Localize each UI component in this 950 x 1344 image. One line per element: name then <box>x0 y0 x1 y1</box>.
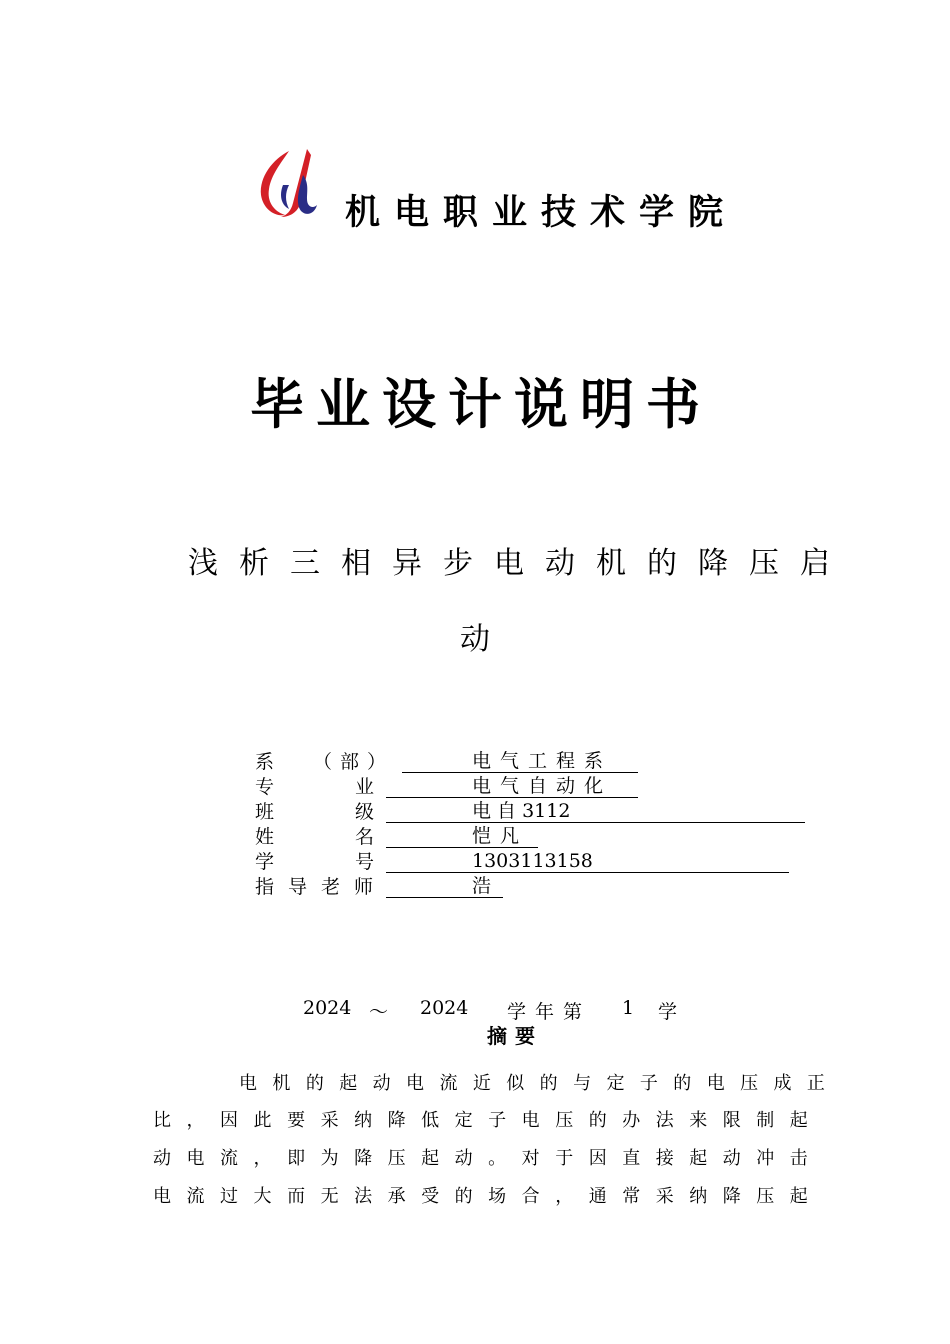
abstract-char: 压 <box>756 1186 775 1207</box>
abstract-char: 常 <box>622 1186 641 1207</box>
thesis-title-line-2: 动 <box>460 622 490 657</box>
abstract-char: 办 <box>622 1110 641 1131</box>
abstract-char: 流 <box>220 1148 239 1169</box>
abstract-char: 因 <box>588 1148 607 1169</box>
advisor-value: 浩 <box>386 875 503 898</box>
abstract-char: 此 <box>253 1110 272 1131</box>
abstract-char: 于 <box>555 1148 574 1169</box>
abstract-char: 的 <box>305 1073 324 1094</box>
abstract-char: 纳 <box>689 1186 708 1207</box>
class-label: 班 级 <box>255 801 375 823</box>
major-label: 专 业 <box>255 776 375 798</box>
abstract-line <box>153 1185 808 1209</box>
abstract-char: 法 <box>354 1186 373 1207</box>
abstract-char: 大 <box>253 1186 272 1207</box>
document-title: 毕业设计说明书 <box>250 373 712 436</box>
abstract-char: 近 <box>472 1073 491 1094</box>
abstract-char: 定 <box>606 1073 625 1094</box>
abstract-char: 子 <box>488 1110 507 1131</box>
abstract-char: 对 <box>521 1148 540 1169</box>
abstract-char: 动 <box>722 1148 741 1169</box>
abstract-char: ， <box>186 1110 205 1131</box>
abstract-char: 压 <box>740 1073 759 1094</box>
abstract-char: 电 <box>153 1186 171 1207</box>
abstract-char: 起 <box>789 1186 808 1207</box>
abstract-char: 比 <box>153 1110 171 1131</box>
name-label: 姓 名 <box>255 826 375 848</box>
abstract-char: 成 <box>773 1073 792 1094</box>
abstract-line <box>239 1072 825 1096</box>
school-name: 机电职业技术学院 <box>345 193 738 233</box>
abstract-char: 起 <box>789 1110 808 1131</box>
abstract-char: 通 <box>588 1186 607 1207</box>
abstract-char: 来 <box>689 1110 708 1131</box>
abstract-char: 降 <box>387 1110 406 1131</box>
abstract-char: 电 <box>521 1110 540 1131</box>
class-value: 电 自 3112 <box>386 800 805 823</box>
abstract-char: 定 <box>454 1110 473 1131</box>
abstract-char: 而 <box>287 1186 306 1207</box>
abstract-char: 制 <box>756 1110 775 1131</box>
abstract-char: 起 <box>689 1148 708 1169</box>
abstract-char: 接 <box>655 1148 674 1169</box>
abstract-char: 起 <box>421 1148 440 1169</box>
school-logo <box>255 145 319 221</box>
abstract-char: 承 <box>387 1186 406 1207</box>
abstract-char: 动 <box>153 1148 171 1169</box>
abstract-char: 击 <box>789 1148 808 1169</box>
abstract-char: 压 <box>387 1148 406 1169</box>
abstract-char: ， <box>555 1186 574 1207</box>
abstract-char: 压 <box>555 1110 574 1131</box>
abstract-char: 纳 <box>354 1110 373 1131</box>
abstract-char: 即 <box>287 1148 306 1169</box>
abstract-char: 的 <box>588 1110 607 1131</box>
abstract-char: 与 <box>573 1073 592 1094</box>
abstract-char: 正 <box>806 1073 825 1094</box>
student-id-value: 1303113158 <box>386 850 789 873</box>
abstract-char: 降 <box>722 1186 741 1207</box>
abstract-char: 的 <box>454 1186 473 1207</box>
department-value: 电气工程系 <box>402 750 638 773</box>
abstract-char: 电 <box>706 1073 725 1094</box>
abstract-line <box>153 1147 808 1171</box>
abstract-char: 采 <box>320 1110 339 1131</box>
abstract-char: 限 <box>722 1110 741 1131</box>
abstract-char: 起 <box>339 1073 358 1094</box>
major-value: 电气自动化 <box>386 775 638 798</box>
abstract-char: 动 <box>372 1073 391 1094</box>
abstract-char: 直 <box>622 1148 641 1169</box>
abstract-char: 合 <box>521 1186 540 1207</box>
abstract-char: 机 <box>272 1073 291 1094</box>
abstract-char: 似 <box>506 1073 525 1094</box>
abstract-char: 电 <box>239 1073 257 1094</box>
abstract-char: 流 <box>439 1073 458 1094</box>
abstract-line <box>153 1109 808 1133</box>
abstract-char: 无 <box>320 1186 339 1207</box>
abstract-char: 为 <box>320 1148 339 1169</box>
abstract-char: 采 <box>655 1186 674 1207</box>
abstract-char: 受 <box>421 1186 440 1207</box>
abstract-char: 因 <box>220 1110 239 1131</box>
abstract-char: 的 <box>539 1073 558 1094</box>
academic-year: 2024 ～ 2024 学年第 1 学 <box>303 997 678 1023</box>
abstract-char: 动 <box>454 1148 473 1169</box>
abstract-char: 过 <box>220 1186 239 1207</box>
abstract-char: 场 <box>488 1186 507 1207</box>
abstract-char: 的 <box>673 1073 692 1094</box>
abstract-char: 法 <box>655 1110 674 1131</box>
advisor-label: 指 导 老 师 <box>255 876 374 898</box>
abstract-char: ， <box>253 1148 272 1169</box>
name-value: 恺凡 <box>386 825 538 848</box>
abstract-char: 低 <box>421 1110 440 1131</box>
abstract-char: 冲 <box>756 1148 775 1169</box>
abstract-char: 流 <box>186 1186 205 1207</box>
student-id-label: 学 号 <box>255 851 375 873</box>
abstract-char: 要 <box>287 1110 306 1131</box>
thesis-title-line-1: 浅析三相异步电动机的降压启 <box>188 546 851 581</box>
abstract-char: 子 <box>639 1073 658 1094</box>
abstract-char: 电 <box>186 1148 205 1169</box>
abstract-char: 。 <box>488 1148 507 1169</box>
abstract-char: 电 <box>406 1073 425 1094</box>
abstract-heading: 摘要 <box>487 1024 543 1048</box>
department-label: 系 （ 部 ） <box>255 751 387 773</box>
abstract-char: 降 <box>354 1148 373 1169</box>
